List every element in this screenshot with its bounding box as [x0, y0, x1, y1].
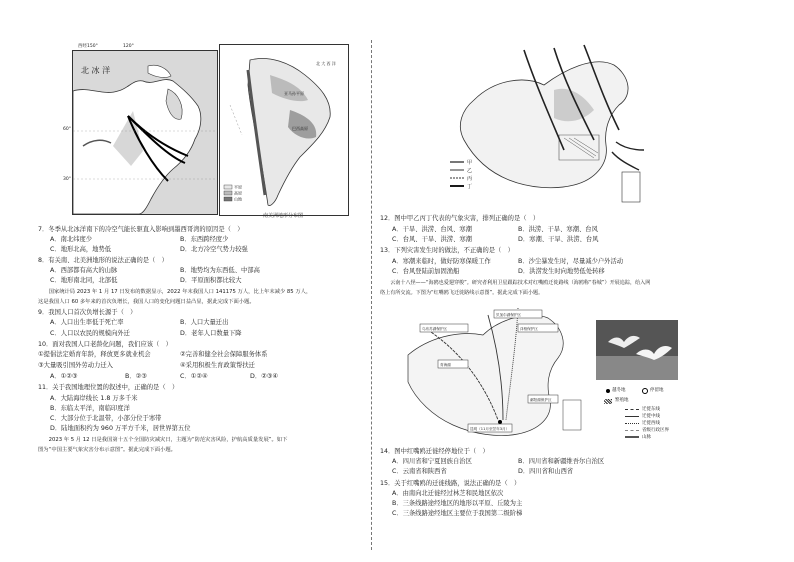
passage2-line2: 图为“中国主要气象灾害分布示意图”。据此完成下面小题。: [38, 447, 176, 453]
north-america-map: [72, 50, 218, 215]
passage1-line2: 这是我国人口 60 多年来的首次负增长，我国人口的变化问题日益凸显，据此完成下面小题。: [38, 299, 255, 305]
q12-stem: 12．图中甲乙丙丁代表的气象灾害，排列正确的是（ ）: [380, 215, 540, 222]
q10-statement-3: ③大量吸引国外劳动力迁入: [38, 362, 113, 369]
q10-statement-1: ①提倡法定婚育年龄，释放更多就业机会: [38, 351, 151, 358]
q7-option-d[interactable]: D．北方冷空气势力较强: [180, 246, 248, 253]
q8-option-b[interactable]: B．地势均为东西低、中部高: [180, 267, 260, 274]
q9-stem: 9．我国人口首次负增长源于（ ）: [38, 309, 137, 316]
q14-option-d[interactable]: D．四川省和山西省: [518, 468, 574, 475]
gull-photo: [596, 320, 678, 380]
china-disaster-map: [434, 40, 654, 208]
q10-option-b[interactable]: B．②③: [125, 373, 147, 380]
na-lon2: 120°: [123, 44, 134, 49]
gull-legend3: 迁徙中线: [642, 414, 660, 419]
q15-option-a[interactable]: A．由南向北迁徙经过林芝和民地区依次: [392, 490, 504, 497]
q9-option-a[interactable]: A．人口出生率低于死亡率: [50, 319, 124, 326]
q13-option-a[interactable]: A．寒潮来临时，做好防寒保暖工作: [392, 258, 491, 265]
q10-stem: 10．面对我国人口老龄化问题，我们应该（ ）: [38, 341, 172, 348]
q14-stem: 14．图中红嘴鸥迁徙经停地位于（ ）: [380, 448, 489, 455]
breeding-area-icon: [604, 399, 612, 404]
q12-option-d[interactable]: D．寒潮、干旱、洪涝、台风: [518, 236, 599, 243]
disaster-legend1: 甲: [467, 160, 473, 166]
gull-migration-map-drawing: [398, 300, 588, 442]
gull-place4: 青海湖: [440, 363, 451, 367]
q7-option-a[interactable]: A．南北纬度少: [50, 236, 93, 243]
q15-option-c[interactable]: C．三条线路途经地区主要位于我国第二级阶梯: [392, 510, 523, 517]
q13-option-b[interactable]: B．沙尘暴发生时，尽量减少户外活动: [518, 258, 624, 265]
q8-option-d[interactable]: D．平原面积都比较大: [180, 277, 242, 284]
q11-option-d[interactable]: D．陆地面积约为 960 万平方千米，居世界第五位: [50, 425, 191, 432]
sa-place1: 巴西高原: [292, 126, 308, 131]
na-lat1: 60°: [63, 127, 71, 132]
q11-option-b[interactable]: B．东临太平洋，南临印度洋: [50, 405, 130, 412]
passage2-line1: 2023 年 5 月 12 日是我国第十五个全国防灾减灾日，主题为“防范灾害风险，护航高质量发展”。如下: [38, 437, 288, 443]
q11-option-c[interactable]: C．大部分位于北温带，小部分位于寒带: [50, 415, 162, 422]
north-america-map-drawing: [73, 51, 217, 214]
east-route-icon: [625, 409, 639, 410]
sa-place2: 亚马孙平原: [284, 91, 304, 96]
sa-legend3: 山地: [234, 196, 242, 202]
sa-sea: 北 大 西 洋: [316, 61, 336, 66]
middle-route-icon: [625, 416, 639, 417]
sea-label: 北 冰 洋: [81, 66, 111, 75]
q15-stem: 15．关于红嘴鸥的迁徙线路，说法正确的是（ ）: [380, 480, 521, 487]
disaster-legend2: 乙: [467, 168, 473, 174]
gull-legend4: 迁徙西线: [642, 421, 660, 426]
gull-migration-map: [398, 300, 588, 442]
q10-statement-4: ④采用积极生育政策帮扶迁: [180, 362, 255, 369]
disaster-legend3: 丙: [467, 176, 473, 182]
sa-legend1: 平原: [234, 184, 242, 190]
q8-option-a[interactable]: A．西部都有高大的山脉: [50, 267, 118, 274]
south-america-map: [219, 44, 349, 216]
q10-option-d[interactable]: D．②③④: [250, 373, 279, 380]
stopover-marker-icon: [642, 388, 648, 394]
mountain-range-icon: [625, 436, 639, 438]
gull-place6: 昆明（11月至翌年3月）: [470, 427, 510, 431]
overwintering-marker-icon: [606, 389, 610, 393]
q10-option-c[interactable]: C．①②④: [180, 373, 208, 380]
south-america-map-drawing: [220, 45, 348, 215]
q10-option-a[interactable]: A．①②③: [50, 373, 78, 380]
q15-option-b[interactable]: B．三条线路途经地区的地形以平原、丘陵为主: [392, 500, 523, 507]
disaster-legend4: 丁: [467, 184, 473, 190]
gull-legend2: 迁徙东线: [642, 407, 660, 412]
q10-statement-2: ②完善和健全社会保障服务体系: [180, 351, 268, 358]
sa-map-caption: 南美洲地形分布图: [263, 213, 304, 219]
gull-place5: 鄱阳湖保护区: [530, 398, 552, 402]
q13-option-c[interactable]: C．台风登陆前加固渔船: [392, 268, 460, 275]
passage3-line1: 云南十八怪——“海鸥也爱翅穿梭”。研究者利用卫星跟踪技术对红嘴鸥迁徙路线（海鸥称“春城”）开展追踪，给入网: [380, 280, 651, 286]
gull-place3: 泽格保护区: [520, 327, 538, 331]
q14-option-a[interactable]: A．四川省和宁夏回族自治区: [392, 458, 472, 465]
q12-option-c[interactable]: C．台风、干旱、洪涝、寒潮: [392, 236, 472, 243]
q12-option-b[interactable]: B．洪涝、干旱、寒潮、台风: [518, 226, 598, 233]
gull-photo-legend2: 停留地: [650, 388, 664, 393]
q8-stem: 8．有关南、北美洲地形的说法正确的是（ ）: [38, 257, 168, 264]
q14-option-c[interactable]: C．云南省和陕西省: [392, 468, 447, 475]
na-lat2: 30°: [63, 177, 71, 182]
china-disaster-map-drawing: [434, 40, 654, 208]
q8-option-c[interactable]: C．地形南北同，北部低: [50, 277, 118, 284]
gull-legend5: 省级行政区界: [642, 428, 669, 433]
west-route-icon: [625, 423, 639, 424]
province-boundary-icon: [625, 430, 639, 431]
passage3-line2: 络上有所交流。下图为“红嘴鸥飞迁徙路线示意图”。据此完成下面小题。: [380, 290, 544, 296]
na-lon1: 西经150°: [78, 44, 98, 49]
gull-legend6: 山脉: [642, 435, 651, 440]
q13-option-d[interactable]: D．洪涝发生时向地势低处转移: [518, 268, 605, 275]
gull-place1: 乌布苏湖保护区: [422, 327, 448, 331]
q7-option-b[interactable]: B．东西跨经度少: [180, 236, 229, 243]
gull-legend1: 繁殖地: [615, 398, 629, 403]
q11-option-a[interactable]: A．大陆海岸线长 1.8 万多千米: [50, 395, 138, 402]
q9-option-d[interactable]: D．老年人口数量下降: [180, 330, 242, 337]
q9-option-b[interactable]: B．人口大量迁出: [180, 319, 229, 326]
sa-legend2: 高原: [234, 190, 242, 196]
q9-option-c[interactable]: C．人口以农民的规模向外迁: [50, 330, 130, 337]
q14-option-b[interactable]: B．四川省和新疆维吾尔自治区: [518, 458, 605, 465]
q7-option-c[interactable]: C．地形北高，地势低: [50, 246, 112, 253]
q11-stem: 11．关于我国地理位置的叙述中，正确的是（ ）: [38, 384, 179, 391]
column-divider: [371, 40, 372, 550]
gull-photo-drawing: [596, 320, 678, 380]
q13-stem: 13．下列灾害发生时的做法，不正确的是（ ）: [380, 247, 514, 254]
q7-stem: 7．冬季从北冰洋南下的冷空气能长驱直入影响到墨西哥湾的原因是（ ）: [38, 226, 244, 233]
passage1-line1: 国家统计局 2023 年 1 月 17 日发布的数据显示，2022 年末我国人口 141175 万人，比上年末减少 85 万人，: [38, 289, 312, 295]
q12-option-a[interactable]: A．干旱、洪涝、台风、寒潮: [392, 226, 472, 233]
gull-photo-legend1: 越冬地: [612, 388, 626, 393]
gull-place2: 贝加尔湖保护区: [496, 313, 522, 317]
